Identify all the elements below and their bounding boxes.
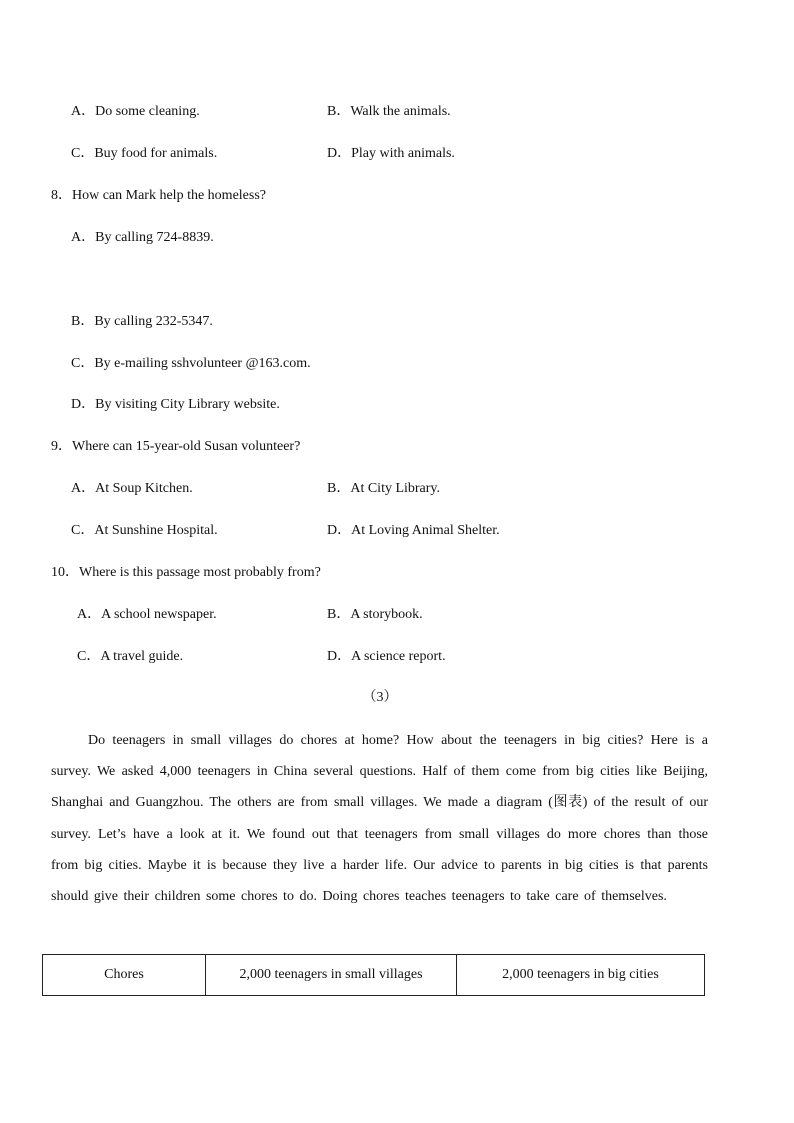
survey-table <box>42 954 705 996</box>
q7-option-a: A．Do some cleaning. <box>71 104 200 119</box>
q8-stem: 8．How can Mark help the homeless? <box>51 188 266 203</box>
reading-passage: Do teenagers in small villages do chores at home? How about the teenagers in big cities? Here is a survey. We asked 4,000 teenagers in China several questions. Half of them come from big cities like Beijing, Shanghai and Guangzhou. The others are from small villages. We made a diagram (图表) of the result of our survey. Let’s have a look at it. We found out that teenagers from small villages do more chores than those from big cities. Maybe it is because they live a harder life. Our advice to parents in big cities is that parents should give their children some chores to do. Doing chores teaches teenagers to take care of themselves. <box>51 733 708 905</box>
q8-option-d: D．By visiting City Library website. <box>71 397 280 412</box>
q8-option-a: A．By calling 724-8839. <box>71 230 214 245</box>
q9-option-d: D．At Loving Animal Shelter. <box>327 523 500 538</box>
table-header-cities: 2,000 teenagers in big cities <box>457 955 705 996</box>
table-header-villages: 2,000 teenagers in small villages <box>206 955 457 996</box>
q8-option-b: B．By calling 232-5347. <box>71 314 213 329</box>
q10-option-b: B．A storybook. <box>327 607 423 622</box>
q9-option-b: B．At City Library. <box>327 481 441 496</box>
q7-option-c: C．Buy food for animals. <box>71 146 218 161</box>
q10-stem: 10．Where is this passage most probably from? <box>51 565 321 580</box>
q7-option-b: B．Walk the animals. <box>327 104 451 119</box>
q8-option-c: C．By e-mailing sshvolunteer @163.com. <box>71 356 311 371</box>
table-header-row <box>43 955 705 996</box>
table-header-chores: Chores <box>43 955 206 996</box>
q10-option-a: A．A school newspaper. <box>77 607 217 622</box>
section-heading: （3） <box>362 690 398 705</box>
q9-option-a: A．At Soup Kitchen. <box>71 481 193 496</box>
q10-option-d: D．A science report. <box>327 649 446 664</box>
q9-stem: 9．Where can 15-year-old Susan volunteer? <box>51 439 301 454</box>
q7-option-d: D．Play with animals. <box>327 146 455 161</box>
q10-option-c: C．A travel guide. <box>77 649 184 664</box>
q9-option-c: C．At Sunshine Hospital. <box>71 523 218 538</box>
